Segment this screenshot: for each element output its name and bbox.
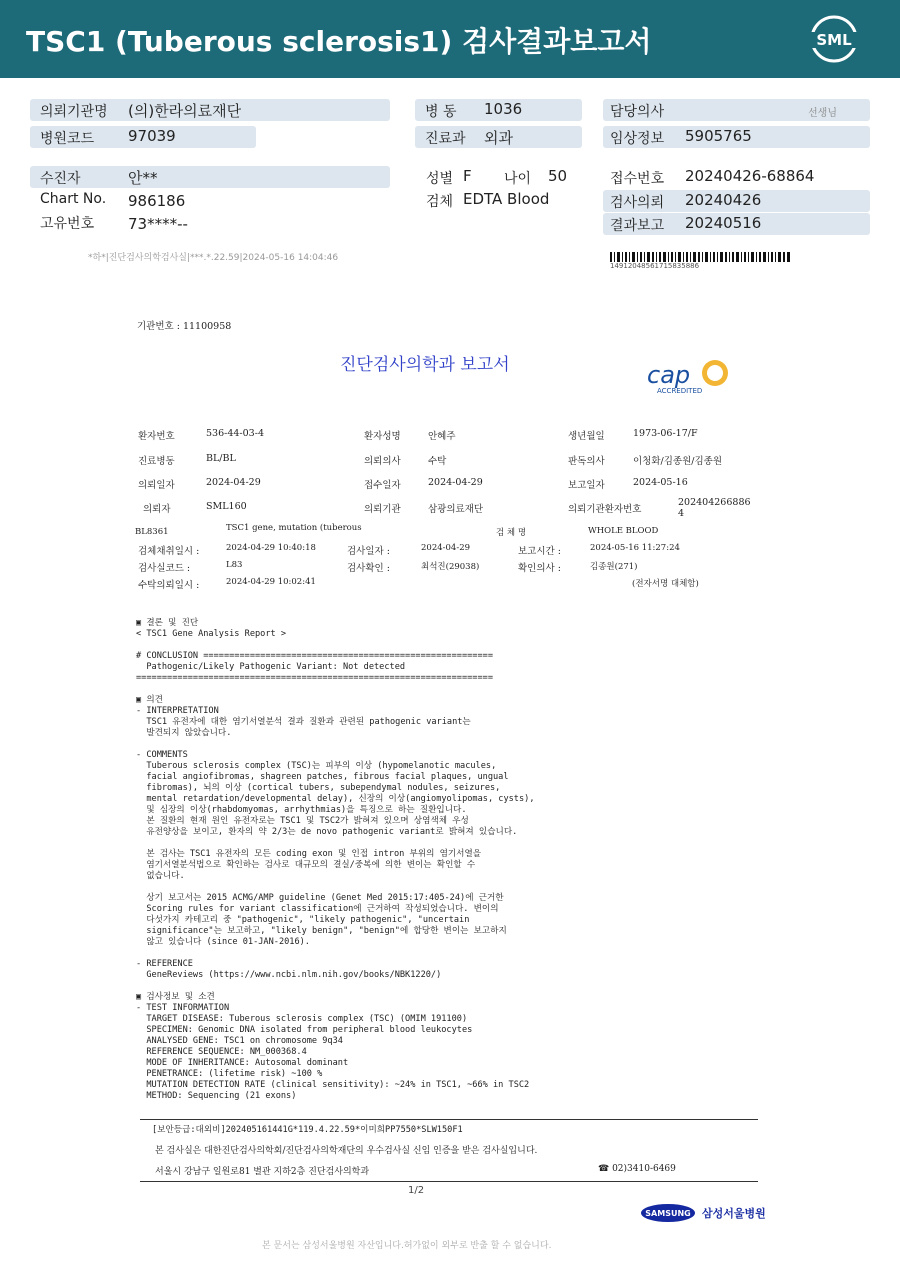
stamp-note: *하*|진단검사의학검사실|***.*.22.59|2024-05-16 14:04:46 bbox=[88, 253, 339, 263]
l2-value3: 김종원(271) bbox=[590, 562, 638, 572]
report-body-line: ▣ 검사정보 및 소견 bbox=[136, 992, 215, 1002]
samsung-text: SAMSUNG bbox=[645, 1209, 691, 1218]
hospcode-label: 병원코드 bbox=[40, 131, 95, 147]
report-value: 20240516 bbox=[685, 214, 762, 232]
report-body-line: significance"는 보고하고, "likely benign", "benign"에 합당한 변이는 보고하지 bbox=[136, 926, 507, 936]
r4-value1: SML160 bbox=[206, 501, 247, 512]
report-body-line: MUTATION DETECTION RATE (clinical sensitivity): ~24% in TSC1, ~66% in TSC2 bbox=[136, 1080, 530, 1090]
report-body-line: TSC1 유전자에 대한 염기서열분석 결과 질환과 관련된 pathogenic variant는 bbox=[136, 717, 471, 727]
ward-value: 1036 bbox=[484, 100, 523, 118]
disclaimer: 본 문서는 삼성서울병원 자산입니다.허가없이 외부로 반출 할 수 없습니다. bbox=[262, 1241, 552, 1251]
report-body-line: 않고 있습니다 (since 01-JAN-2016). bbox=[136, 937, 310, 947]
report-body-line: - TEST INFORMATION bbox=[136, 1003, 230, 1013]
ward-label: 병 동 bbox=[425, 104, 457, 120]
report-body-line: ▣ 결론 및 진단 bbox=[136, 618, 199, 628]
r2-value3: 이청화/김종원/김종원 bbox=[633, 456, 722, 467]
receipt-label: 접수번호 bbox=[610, 171, 665, 187]
security-line: [보안등급:대외비]202405161441G*119.4.22.59*이미희PP7550*SLW150F1 bbox=[152, 1125, 463, 1135]
page-title: TSC1 (Tuberous sclerosis1) 검사결과보고서 bbox=[26, 25, 652, 58]
dept-label: 진료과 bbox=[425, 131, 466, 147]
report-body-line: - REFERENCE bbox=[136, 959, 193, 969]
report-body-line bbox=[136, 882, 535, 893]
r2-value1: BL/BL bbox=[206, 453, 236, 464]
report-body-line: - COMMENTS bbox=[136, 750, 188, 760]
cap-sub: ACCREDITED bbox=[657, 387, 703, 395]
patient-row bbox=[30, 166, 390, 188]
report-body-line: 다섯가지 카테고리 중 "pathogenic", "likely pathogenic", "uncertain bbox=[136, 915, 470, 925]
report-body-line: 본 검사는 TSC1 유전자의 모든 coding exon 및 인접 intron 부위의 염기서열을 bbox=[136, 849, 482, 859]
specimen-name-value: WHOLE BLOOD bbox=[588, 526, 659, 536]
phone-line: ☎ 02)3410-6469 bbox=[598, 1164, 676, 1174]
r4-label3: 의뢰기관환자번호 bbox=[568, 504, 642, 515]
report-body-line: ▣ 의견 bbox=[136, 695, 163, 705]
report-body-line: Scoring rules for variant classification에 근거하여 작성되었습니다. 변이의 bbox=[136, 904, 499, 914]
report-body-line: 및 심장의 이상(rhabdomyomas, arrhythmias)을 특징으로 하는 질환입니다. bbox=[136, 805, 467, 815]
l2-label1: 검사실코드 : bbox=[138, 563, 191, 574]
report-body-line: METHOD: Sequencing (21 exons) bbox=[136, 1091, 297, 1101]
r1-label2: 환자성명 bbox=[364, 431, 401, 442]
r3-value2: 2024-04-29 bbox=[428, 477, 483, 488]
report-body-line: Tuberous sclerosis complex (TSC)는 피부의 이상 (hypomelanotic macules, bbox=[136, 761, 497, 771]
org-label: 의뢰기관명 bbox=[40, 104, 108, 120]
report-body-line: 염기서열분석법으로 확인하는 검사로 대규모의 결실/중복에 의한 변이는 확인할 수 bbox=[136, 860, 476, 870]
report-body-line: ===================================================================== bbox=[136, 673, 493, 683]
report-body-line: fibromas), 뇌의 이상 (cortical tubers, subependymal nodules, seizures, bbox=[136, 783, 501, 793]
page-number: 1/2 bbox=[408, 1185, 425, 1196]
report-body-line: 본 질환의 현재 원인 유전자로는 TSC1 및 TSC2가 밝혀져 있으며 상염색체 우성 bbox=[136, 816, 469, 826]
esign-note: (전자서명 대체함) bbox=[632, 579, 699, 589]
r3-label1: 의뢰일자 bbox=[138, 480, 175, 491]
hospital-name: 삼성서울병원 bbox=[702, 1207, 765, 1220]
r4-value2: 삼광의료재단 bbox=[428, 504, 484, 515]
r1-value2: 안혜주 bbox=[428, 431, 456, 442]
cap-text: cap bbox=[647, 361, 691, 389]
r3-value3: 2024-05-16 bbox=[633, 477, 688, 488]
r4-label2: 의뢰기관 bbox=[364, 504, 401, 515]
report-body-line bbox=[136, 981, 535, 992]
r4-label1: 의뢰자 bbox=[143, 504, 171, 515]
org-value: (의)한라의료재단 bbox=[128, 102, 242, 120]
report-body-line: 없습니다. bbox=[136, 871, 185, 881]
report-body-line: MODE OF INHERITANCE: Autosomal dominant bbox=[136, 1058, 349, 1068]
report-body-line: 발견되지 않았습니다. bbox=[136, 728, 232, 738]
r3-value1: 2024-04-29 bbox=[206, 477, 261, 488]
report-body-line bbox=[136, 948, 535, 959]
certification-line: 본 검사실은 대한진단검사의학회/진단검사의학재단의 우수검사실 신임 인증을 받은 검사실입니다. bbox=[155, 1146, 538, 1156]
r1-label1: 환자번호 bbox=[138, 431, 175, 442]
r3-label3: 보고일자 bbox=[568, 480, 605, 491]
hospcode-value: 97039 bbox=[128, 127, 176, 145]
report-body bbox=[136, 618, 535, 1102]
l1-label1: 검체채취일시 : bbox=[138, 546, 200, 557]
logo-text: SML bbox=[816, 31, 852, 49]
report-body-line: mental retardation/developmental delay), 신장의 이상(angiomyolipomas, cysts), bbox=[136, 794, 535, 804]
l1-value1: 2024-04-29 10:40:18 bbox=[226, 543, 316, 553]
report-body-line: PENETRANCE: (lifetime risk) ~100 % bbox=[136, 1069, 323, 1079]
dept-value: 외과 bbox=[484, 129, 513, 147]
barcode bbox=[610, 252, 790, 262]
r1-label3: 생년월일 bbox=[568, 431, 605, 442]
r4-value3: 202404266886 4 bbox=[678, 497, 751, 519]
report-body-line: 유전양상을 보이고, 환자의 약 2/3는 de novo pathogenic variant로 밝혀져 있습니다. bbox=[136, 827, 518, 837]
receipt-value: 20240426-68864 bbox=[685, 167, 815, 185]
report-body-line bbox=[136, 640, 535, 651]
report-body-line: facial angiofibromas, shagreen patches, fibrous facial plaques, ungual bbox=[136, 772, 509, 782]
header-bar bbox=[0, 0, 900, 78]
report-body-line: TARGET DISEASE: Tuberous sclerosis complex (TSC) (OMIM 191100) bbox=[136, 1014, 468, 1024]
report-body-line: GeneReviews (https://www.ncbi.nlm.nih.gov/books/NBK1220/) bbox=[136, 970, 442, 980]
l2-label3: 확인의사 : bbox=[518, 563, 561, 574]
sml-logo bbox=[808, 14, 860, 64]
chart-label: Chart No. bbox=[40, 191, 107, 207]
sex-value: F bbox=[463, 167, 472, 185]
report-title: 진단검사의학과 보고서 bbox=[340, 355, 510, 375]
clinical-value: 5905765 bbox=[685, 127, 752, 145]
request-label: 검사의뢰 bbox=[610, 195, 665, 211]
r3-label2: 접수일자 bbox=[364, 480, 401, 491]
age-label: 나이 bbox=[504, 171, 532, 187]
sex-label: 성별 bbox=[426, 171, 454, 187]
l3-value1: 2024-04-29 10:02:41 bbox=[226, 577, 316, 587]
l1-value3: 2024-05-16 11:27:24 bbox=[590, 543, 680, 553]
test-name: TSC1 gene, mutation (tuberous bbox=[226, 523, 362, 533]
test-code: BL8361 bbox=[135, 527, 169, 537]
institution-number: 기관번호 : 11100958 bbox=[137, 321, 232, 332]
doctor-suffix: 선생님 bbox=[808, 108, 837, 119]
footer-divider-bottom bbox=[140, 1181, 758, 1182]
id-value: 73****-- bbox=[128, 215, 188, 233]
barcode-text: 14912048561715835886 bbox=[610, 262, 700, 270]
report-body-line bbox=[136, 838, 535, 849]
clinical-label: 임상정보 bbox=[610, 131, 665, 147]
report-body-line: REFERENCE SEQUENCE: NM_000368.4 bbox=[136, 1047, 307, 1057]
samsung-hospital-logo bbox=[640, 1202, 765, 1228]
r2-label1: 진료병동 bbox=[138, 456, 175, 467]
request-value: 20240426 bbox=[685, 191, 762, 209]
report-body-line: Pathogenic/Likely Pathogenic Variant: Not detected bbox=[136, 662, 406, 672]
l2-value1: L83 bbox=[226, 560, 243, 570]
patient-label: 수진자 bbox=[40, 171, 81, 187]
age-value: 50 bbox=[548, 167, 568, 185]
report-body-line bbox=[136, 684, 535, 695]
report-label: 결과보고 bbox=[610, 218, 665, 234]
l1-label2: 검사일자 : bbox=[347, 546, 390, 557]
patient-value: 안** bbox=[128, 169, 158, 187]
report-body-line: < TSC1 Gene Analysis Report > bbox=[136, 629, 287, 639]
r1-value1: 536-44-03-4 bbox=[206, 428, 264, 439]
report-body-line: SPECIMEN: Genomic DNA isolated from peripheral blood leukocytes bbox=[136, 1025, 473, 1035]
l2-label2: 검사확인 : bbox=[347, 563, 390, 574]
report-body-line: 상기 보고서는 2015 ACMG/AMP guideline (Genet Med 2015:17:405-24)에 근거한 bbox=[136, 893, 504, 903]
l2-value2: 최석진(29038) bbox=[421, 562, 480, 572]
chart-value: 986186 bbox=[128, 192, 186, 210]
id-label: 고유번호 bbox=[40, 216, 95, 232]
r2-label3: 판독의사 bbox=[568, 456, 605, 467]
l1-label3: 보고시간 : bbox=[518, 546, 561, 557]
r2-label2: 의뢰의사 bbox=[364, 456, 401, 467]
cap-accredited-logo bbox=[645, 355, 740, 397]
report-body-line bbox=[136, 739, 535, 750]
report-body-line: # CONCLUSION ======================================================== bbox=[136, 651, 493, 661]
address-line: 서울시 강남구 일원로81 별관 지하2층 진단검사의학과 bbox=[155, 1167, 370, 1177]
report-body-line: - INTERPRETATION bbox=[136, 706, 219, 716]
report-body-line: ANALYSED GENE: TSC1 on chromosome 9q34 bbox=[136, 1036, 343, 1046]
l1-value2: 2024-04-29 bbox=[421, 543, 471, 553]
footer-divider-top bbox=[140, 1119, 758, 1120]
specimen-value: EDTA Blood bbox=[463, 190, 550, 208]
l3-label1: 수탁의뢰일시 : bbox=[138, 580, 200, 591]
doctor-label: 담당의사 bbox=[610, 104, 665, 120]
r1-value3: 1973-06-17/F bbox=[633, 428, 698, 439]
r2-value2: 수탁 bbox=[428, 456, 447, 467]
specimen-label: 검체 bbox=[426, 194, 454, 210]
specimen-name-label: 검 체 명 bbox=[496, 528, 527, 538]
